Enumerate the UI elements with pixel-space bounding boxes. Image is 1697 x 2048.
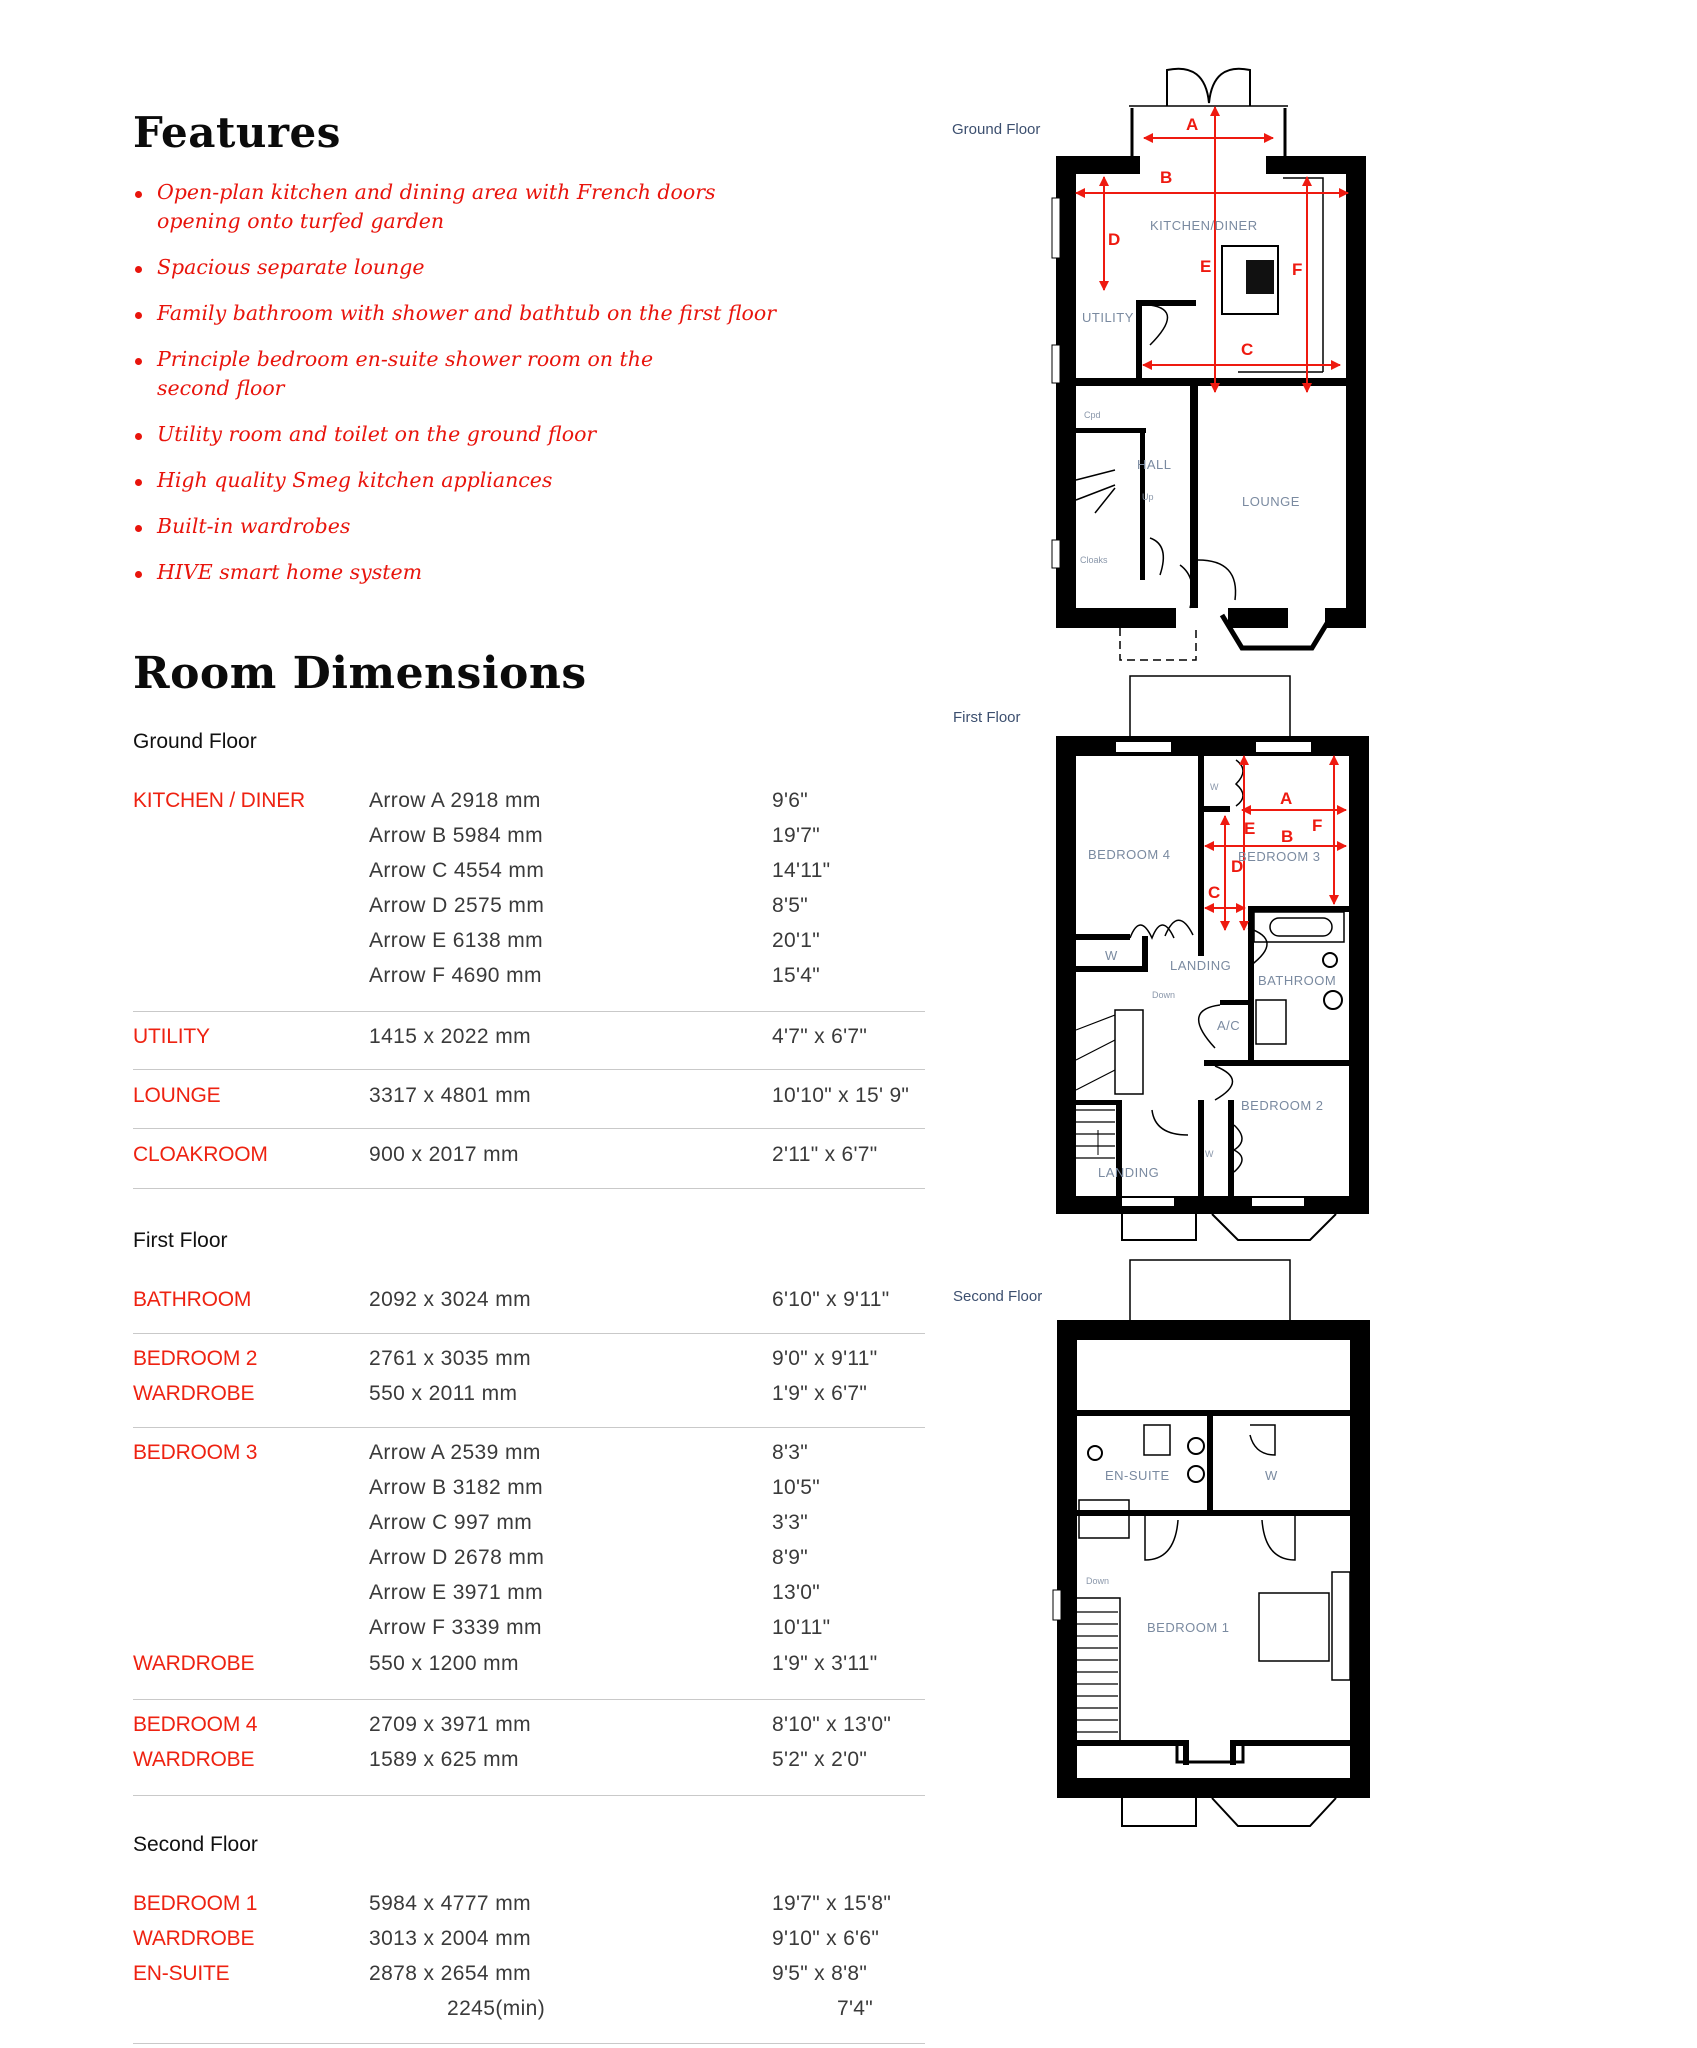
divider	[133, 1795, 925, 1796]
feature-item: Open-plan kitchen and dining area with French doors opening onto turfed garden	[133, 178, 797, 236]
room-label: W	[1265, 1468, 1278, 1483]
bedroom3-dim-ft: 8'3"	[772, 1441, 809, 1464]
second-floor-heading: Second Floor	[133, 1833, 258, 1856]
cloakroom-label: CLOAKROOM	[133, 1143, 268, 1166]
arrow-f-label: F	[1292, 260, 1303, 279]
room-label: UTILITY	[1082, 310, 1134, 325]
kitchen-dim-mm: Arrow F 4690 mm	[369, 964, 542, 987]
first-floor-plan-title: First Floor	[953, 709, 1021, 726]
divider	[133, 1069, 925, 1070]
bedroom3-dim-mm: Arrow F 3339 mm	[369, 1616, 542, 1639]
kitchen-dim-mm: Arrow E 6138 mm	[369, 929, 544, 952]
bedroom3-dim-mm: Arrow E 3971 mm	[369, 1581, 544, 1604]
divider	[133, 1333, 925, 1334]
bedroom3-dim-mm: Arrow A 2539 mm	[369, 1441, 541, 1464]
room-label: HALL	[1137, 457, 1172, 472]
kitchen-dim-mm: Arrow D 2575 mm	[369, 894, 545, 917]
kitchen-diner-label: KITCHEN / DINER	[133, 789, 306, 812]
bedroom4-label: BEDROOM 4	[133, 1713, 258, 1736]
cloakroom-dim-ft: 2'11" x 6'7"	[772, 1143, 878, 1166]
kitchen-dim-ft: 20'1"	[772, 929, 821, 952]
bedroom3-dim-ft: 10'11"	[772, 1616, 831, 1639]
bedroom3-wardrobe-dim-ft: 1'9" x 3'11"	[772, 1652, 878, 1675]
bedroom1-dim-ft: 19'7" x 15'8"	[772, 1892, 892, 1915]
features-list	[133, 178, 853, 604]
room-label: BEDROOM 3	[1238, 849, 1321, 864]
bedroom4-wardrobe-label: WARDROBE	[133, 1748, 255, 1771]
kitchen-dim-ft: 8'5"	[772, 894, 809, 917]
first-floor-heading: First Floor	[133, 1229, 228, 1252]
bedroom4-wardrobe-dim-mm: 1589 x 625 mm	[369, 1748, 519, 1771]
feature-item: High quality Smeg kitchen appliances	[133, 466, 853, 495]
ground-floor-plan	[1040, 60, 1380, 670]
room-label: EN-SUITE	[1105, 1468, 1170, 1483]
bedroom3-dim-ft: 8'9"	[772, 1546, 809, 1569]
ensuite-dim-mm: 2878 x 2654 mm	[369, 1962, 532, 1985]
bedroom1-wardrobe-dim-ft: 9'10" x 6'6"	[772, 1927, 880, 1950]
bedroom2-wardrobe-dim-ft: 1'9" x 6'7"	[772, 1382, 868, 1405]
divider	[133, 2043, 925, 2044]
stair-note: Down	[1152, 990, 1176, 1000]
kitchen-dim-mm: Arrow C 4554 mm	[369, 859, 545, 882]
lounge-dim-ft: 10'10" x 15' 9"	[772, 1084, 910, 1107]
features-heading: Features	[133, 108, 341, 157]
arrow-b-label: B	[1281, 827, 1294, 846]
feature-item: Family bathroom with shower and bathtub on the first floor	[133, 299, 853, 328]
bedroom2-wardrobe-label: WARDROBE	[133, 1382, 255, 1405]
bedroom3-dim-ft: 10'5"	[772, 1476, 821, 1499]
room-label: KITCHEN/DINER	[1150, 218, 1258, 233]
room-label: LOUNGE	[1242, 494, 1300, 509]
second-floor-plan	[1040, 1255, 1380, 1845]
bedroom3-label: BEDROOM 3	[133, 1441, 258, 1464]
second-floor-plan-title: Second Floor	[953, 1288, 1043, 1305]
bedroom2-dim-ft: 9'0" x 9'11"	[772, 1347, 878, 1370]
room-label: LANDING	[1170, 958, 1232, 973]
arrow-a-label: A	[1280, 789, 1293, 808]
kitchen-dim-mm: Arrow B 5984 mm	[369, 824, 544, 847]
room-label: BEDROOM 1	[1147, 1620, 1230, 1635]
feature-item: HIVE smart home system	[133, 558, 853, 587]
ground-floor-plan-title: Ground Floor	[952, 121, 1041, 138]
arrow-d-label: D	[1231, 857, 1244, 876]
bedroom1-wardrobe-label: WARDROBE	[133, 1927, 255, 1950]
ensuite-label: EN-SUITE	[133, 1962, 230, 1985]
bedroom3-dim-mm: Arrow D 2678 mm	[369, 1546, 545, 1569]
kitchen-dim-ft: 14'11"	[772, 859, 831, 882]
arrow-e-label: E	[1244, 819, 1256, 838]
arrow-d-label: D	[1108, 230, 1121, 249]
bedroom4-dim-ft: 8'10" x 13'0"	[772, 1713, 892, 1736]
room-label: Cpd	[1084, 410, 1101, 420]
bedroom1-wardrobe-dim-mm: 3013 x 2004 mm	[369, 1927, 532, 1950]
arrow-f-label: F	[1312, 816, 1323, 835]
kitchen-dim-ft: 9'6"	[772, 789, 809, 812]
bedroom3-dim-ft: 13'0"	[772, 1581, 821, 1604]
ensuite-min-ft: 7'4"	[837, 1997, 874, 2020]
divider	[133, 1128, 925, 1129]
arrow-e-label: E	[1200, 257, 1212, 276]
room-label: W	[1210, 782, 1219, 792]
arrow-c-label: C	[1208, 883, 1221, 902]
ensuite-min-mm: 2245(min)	[447, 1997, 546, 2020]
ensuite-dim-ft: 9'5" x 8'8"	[772, 1962, 868, 1985]
divider	[133, 1699, 925, 1700]
bedroom2-label: BEDROOM 2	[133, 1347, 258, 1370]
lounge-dim-mm: 3317 x 4801 mm	[369, 1084, 532, 1107]
room-label: W	[1205, 1149, 1214, 1159]
bedroom2-dim-mm: 2761 x 3035 mm	[369, 1347, 532, 1370]
lounge-label: LOUNGE	[133, 1084, 221, 1107]
utility-label: UTILITY	[133, 1025, 210, 1048]
bedroom2-wardrobe-dim-mm: 550 x 2011 mm	[369, 1382, 518, 1405]
divider	[133, 1011, 925, 1012]
bedroom3-wardrobe-dim-mm: 550 x 1200 mm	[369, 1652, 519, 1675]
divider	[133, 1188, 925, 1189]
bathroom-label: BATHROOM	[133, 1288, 252, 1311]
bedroom1-label: BEDROOM 1	[133, 1892, 258, 1915]
cloakroom-dim-mm: 900 x 2017 mm	[369, 1143, 519, 1166]
arrow-b-label: B	[1160, 168, 1173, 187]
room-label: BATHROOM	[1258, 973, 1337, 988]
arrow-a-label: A	[1186, 115, 1199, 134]
first-floor-plan	[1040, 670, 1380, 1280]
kitchen-dim-ft: 15'4"	[772, 964, 821, 987]
bedroom4-dim-mm: 2709 x 3971 mm	[369, 1713, 532, 1736]
feature-item: Utility room and toilet on the ground floor	[133, 420, 853, 449]
bedroom1-dim-mm: 5984 x 4777 mm	[369, 1892, 532, 1915]
room-label: BEDROOM 2	[1241, 1098, 1324, 1113]
room-label: BEDROOM 4	[1088, 847, 1171, 862]
stair-note: Up	[1142, 492, 1154, 502]
feature-item: Spacious separate lounge	[133, 253, 853, 282]
bathroom-dim-ft: 6'10" x 9'11"	[772, 1288, 890, 1311]
utility-dim-mm: 1415 x 2022 mm	[369, 1025, 532, 1048]
ground-floor-heading: Ground Floor	[133, 730, 257, 753]
room-label: W	[1105, 948, 1118, 963]
room-label: Cloaks	[1080, 555, 1108, 565]
bedroom3-wardrobe-label: WARDROBE	[133, 1652, 255, 1675]
bathroom-dim-mm: 2092 x 3024 mm	[369, 1288, 532, 1311]
divider	[133, 1427, 925, 1428]
room-label: LANDING	[1098, 1165, 1160, 1180]
bedroom3-dim-mm: Arrow C 997 mm	[369, 1511, 533, 1534]
feature-item: Principle bedroom en-suite shower room on the second floor	[133, 345, 717, 403]
kitchen-dim-mm: Arrow A 2918 mm	[369, 789, 541, 812]
arrow-c-label: C	[1241, 340, 1254, 359]
room-dimensions-heading: Room Dimensions	[133, 648, 587, 699]
feature-item: Built-in wardrobes	[133, 512, 853, 541]
bedroom3-dim-ft: 3'3"	[772, 1511, 809, 1534]
room-label: A/C	[1217, 1018, 1241, 1033]
stair-note: Down	[1086, 1576, 1110, 1586]
kitchen-dim-ft: 19'7"	[772, 824, 821, 847]
utility-dim-ft: 4'7" x 6'7"	[772, 1025, 868, 1048]
bedroom3-dim-mm: Arrow B 3182 mm	[369, 1476, 544, 1499]
bedroom4-wardrobe-dim-ft: 5'2" x 2'0"	[772, 1748, 868, 1771]
